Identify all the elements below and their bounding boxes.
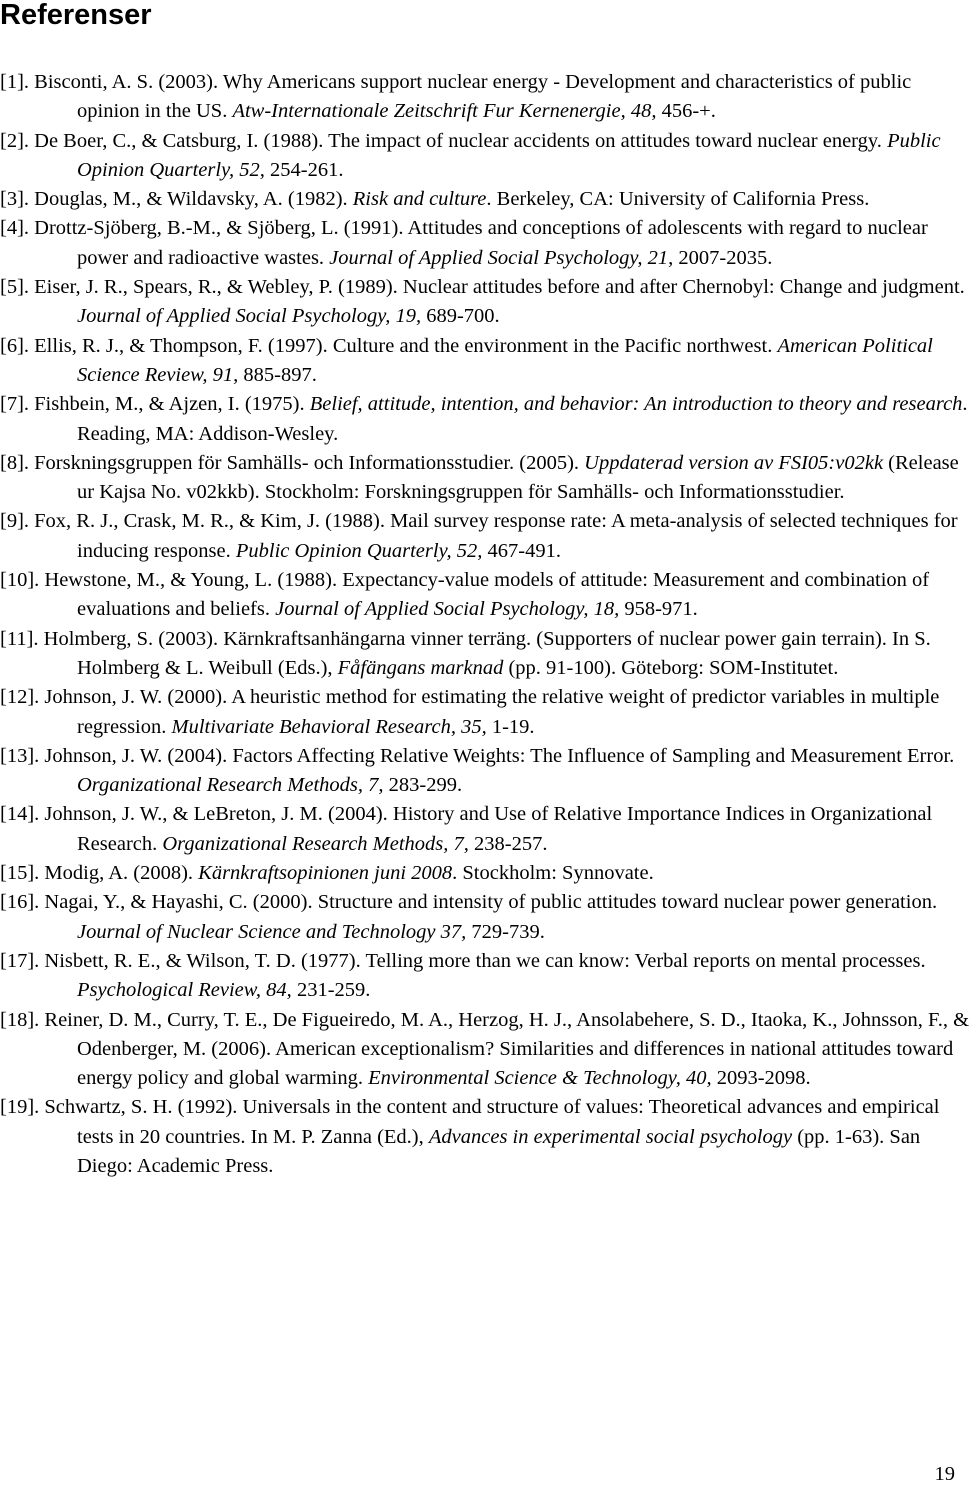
reference-source-title: Fåfängans marknad	[337, 656, 504, 679]
reference-source-title: Uppdaterad version av FSI05:v02kk	[584, 451, 884, 474]
reference-text: (Release ur Kajsa No. v02kkb). Stockholm: Forskningsgruppen för Samhälls- och Informationsstudier.	[77, 451, 959, 504]
reference-item	[0, 888, 970, 947]
reference-item	[0, 625, 970, 684]
reference-text: Holmberg, S. (2003). Kärnkraftsanhängarna vinner terräng. (Supporters of nuclear power gain terrain). In S. Holmberg & L. Weibull (Eds.),	[38, 627, 931, 679]
reference-item	[0, 507, 970, 566]
reference-text: Eiser, J. R., Spears, R., & Webley, P. (1989). Nuclear attitudes before and after Chernobyl: Change and judgment.	[29, 276, 965, 299]
reference-item	[0, 449, 970, 508]
reference-text: (pp. 1-63). San Diego: Academic Press.	[77, 1125, 921, 1177]
reference-text: 729-739.	[466, 920, 545, 943]
reference-text: 689-700.	[421, 305, 500, 328]
reference-number: [18].	[0, 1008, 40, 1031]
reference-source-title: Public Opinion Quarterly, 52,	[77, 129, 941, 181]
reference-number: [5].	[0, 276, 30, 299]
reference-number: [4].	[0, 217, 30, 240]
reference-number: [15].	[0, 862, 40, 885]
reference-number: [19].	[0, 1096, 40, 1119]
reference-source-title: Kärnkraftsopinionen juni 2008	[198, 862, 453, 885]
reference-text: De Boer, C., & Catsburg, I. (1988). The impact of nuclear accidents on attitudes toward nuclear energy.	[29, 129, 888, 152]
reference-source-title: Journal of Applied Social Psychology, 19,	[77, 305, 422, 328]
reference-source-title: Organizational Research Methods, 7,	[77, 774, 384, 797]
reference-text: 467-491.	[482, 539, 561, 562]
reference-item	[0, 859, 970, 888]
reference-item	[0, 1093, 970, 1181]
reference-text: (pp. 91-100). Göteborg: SOM-Institutet.	[503, 656, 839, 679]
reference-number: [1].	[0, 71, 30, 93]
reference-number: [17].	[0, 949, 40, 972]
reference-item	[0, 566, 970, 625]
reference-item	[0, 390, 970, 449]
reference-text: Forskningsgruppen för Samhälls- och Informationsstudier. (2005).	[29, 451, 585, 474]
reference-item	[0, 742, 970, 801]
reference-text: . Reading, MA: Addison-Wesley.	[77, 393, 968, 445]
reference-source-title: Journal of Nuclear Science and Technology 37,	[77, 920, 467, 943]
reference-text: 2093-2098.	[711, 1067, 811, 1090]
reference-text: 1-19.	[486, 715, 535, 738]
reference-source-title: Belief, attitude, intention, and behavior: An introduction to theory and research	[309, 393, 963, 416]
reference-number: [2].	[0, 129, 30, 152]
reference-text: Reiner, D. M., Curry, T. E., De Figueiredo, M. A., Herzog, H. J., Ansolabehere, S. D., Itaoka, K., Johnsson, F., & Odenberger, M. (2006). American exceptionalism? Similarities and differences in national attitudes toward energy policy and global warming.	[39, 1008, 970, 1090]
reference-number: [12].	[0, 686, 40, 709]
reference-item	[0, 214, 970, 273]
reference-number: [13].	[0, 744, 40, 767]
reference-text: Ellis, R. J., & Thompson, F. (1997). Culture and the environment in the Pacific northwest.	[29, 334, 778, 357]
reference-text: Schwartz, S. H. (1992). Universals in the content and structure of values: Theoretical advances and empirical tests in 20 countries. In M. P. Zanna (Ed.),	[39, 1096, 940, 1148]
reference-source-title: Advances in experimental social psychology	[428, 1125, 793, 1148]
reference-number: [11].	[0, 627, 39, 650]
reference-text: Johnson, J. W. (2004). Factors Affecting Relative Weights: The Influence of Sampling and Measurement Error.	[39, 744, 955, 767]
reference-number: [6].	[0, 334, 30, 357]
reference-text: 231-259.	[291, 979, 371, 1002]
reference-source-title: American Political Science Review, 91,	[77, 334, 933, 386]
reference-text: Modig, A. (2008).	[39, 862, 199, 885]
reference-text: 283-299.	[383, 774, 463, 797]
reference-text: Drottz-Sjöberg, B.-M., & Sjöberg, L. (1991). Attitudes and conceptions of adolescents with regard to nuclear power and radioactive wastes.	[29, 217, 928, 269]
reference-text: 885-897.	[238, 363, 317, 386]
page-heading: Referenser	[0, 0, 152, 31]
reference-source-title: Journal of Applied Social Psychology, 18,	[275, 598, 620, 621]
reference-text: Nagai, Y., & Hayashi, C. (2000). Structure and intensity of public attitudes toward nuclear power generation.	[39, 891, 938, 914]
reference-item	[0, 800, 970, 859]
reference-text: Fishbein, M., & Ajzen, I. (1975).	[29, 393, 310, 416]
reference-source-title: Multivariate Behavioral Research, 35,	[171, 715, 487, 738]
reference-source-title: Public Opinion Quarterly, 52,	[235, 539, 483, 562]
reference-list	[0, 68, 970, 1181]
reference-item	[0, 947, 970, 1006]
reference-number: [7].	[0, 393, 30, 416]
reference-item	[0, 332, 970, 391]
reference-item	[0, 68, 970, 127]
reference-item	[0, 185, 970, 214]
reference-text: Johnson, J. W., & LeBreton, J. M. (2004). History and Use of Relative Importance Indices in Organizational Research.	[39, 803, 933, 855]
reference-text: Nisbett, R. E., & Wilson, T. D. (1977). Telling more than we can know: Verbal reports on mental processes.	[39, 949, 926, 972]
reference-source-title: Organizational Research Methods, 7,	[162, 832, 469, 855]
reference-source-title: Journal of Applied Social Psychology, 21,	[329, 246, 674, 269]
reference-number: [8].	[0, 451, 30, 474]
reference-number: [16].	[0, 891, 40, 914]
reference-item	[0, 127, 970, 186]
reference-item	[0, 273, 970, 332]
reference-source-title: Psychological Review, 84,	[77, 979, 292, 1002]
reference-text: 456-+.	[656, 100, 716, 123]
reference-text: Fox, R. J., Crask, M. R., & Kim, J. (1988). Mail survey response rate: A meta-analysis of selected techniques for inducing response.	[29, 510, 958, 562]
reference-source-title: Environmental Science & Technology, 40,	[368, 1067, 712, 1090]
reference-number: [9].	[0, 510, 30, 533]
reference-source-title: Atw-Internationale Zeitschrift Fur Kernenergie, 48,	[232, 100, 657, 123]
page-number: 19	[934, 1463, 955, 1485]
reference-item	[0, 1006, 970, 1094]
reference-number: [14].	[0, 803, 40, 826]
reference-text: 254-261.	[264, 158, 344, 181]
reference-number: [10].	[0, 569, 40, 592]
reference-source-title: Risk and culture	[352, 188, 487, 211]
reference-text: . Berkeley, CA: University of California Press.	[486, 188, 870, 211]
reference-text: . Stockholm: Synnovate.	[452, 862, 654, 885]
reference-text: 958-971.	[619, 598, 698, 621]
reference-text: Bisconti, A. S. (2003). Why Americans support nuclear energy - Development and characteristics of public opinion in the US.	[29, 71, 912, 123]
reference-text: Hewstone, M., & Young, L. (1988). Expectancy-value models of attitude: Measurement and combination of evaluations and beliefs.	[39, 569, 930, 621]
reference-item	[0, 683, 970, 742]
reference-text: 238-257.	[468, 832, 548, 855]
reference-text: 2007-2035.	[673, 246, 773, 269]
reference-number: [3].	[0, 188, 30, 211]
reference-text: Douglas, M., & Wildavsky, A. (1982).	[29, 188, 353, 211]
reference-text: Johnson, J. W. (2000). A heuristic method for estimating the relative weight of predictor variables in multiple regression.	[39, 686, 940, 738]
